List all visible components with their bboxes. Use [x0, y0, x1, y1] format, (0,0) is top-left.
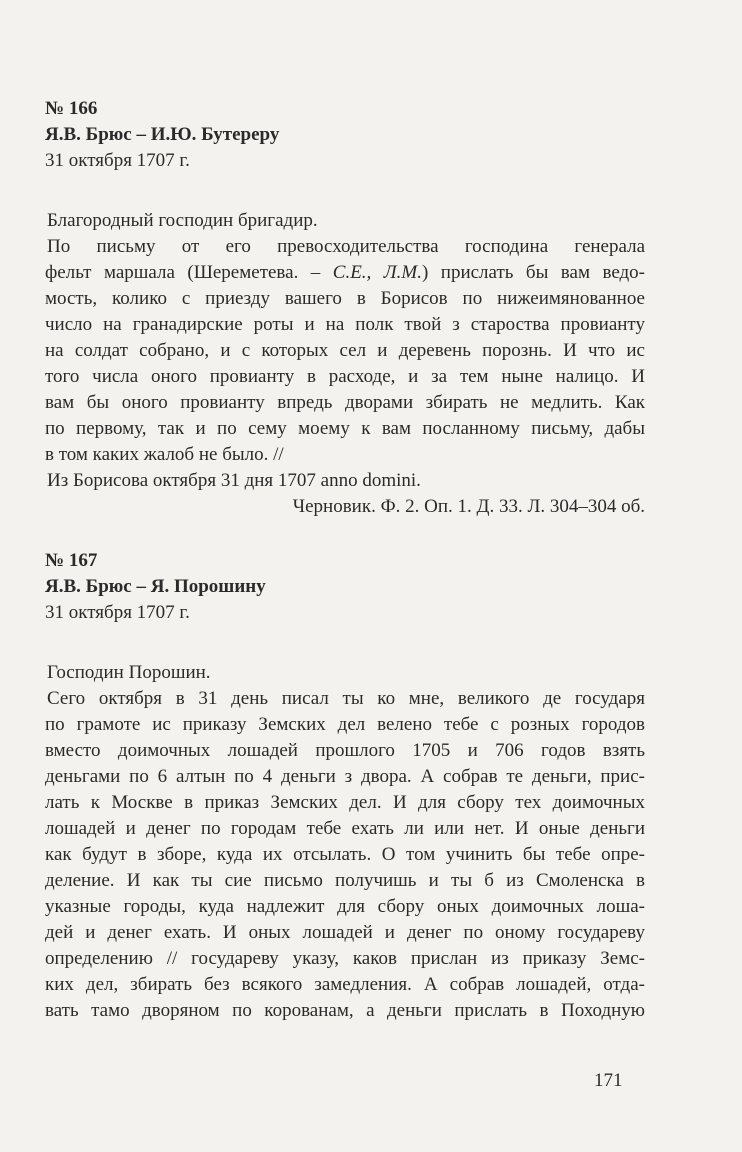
- document-date: 31 октября 1707 г.: [45, 150, 190, 171]
- text-line: деньгами по 6 алтын по 4 деньги з двора. А собрав те деньги, прис-: [45, 766, 645, 787]
- text-line: лошадей и денег по городам тебе ехать ли или нет. И оные деньги: [45, 818, 645, 839]
- document-title: Я.В. Брюс – Я. Порошину: [45, 576, 266, 597]
- editor-initials: С.Е., Л.М.: [332, 262, 422, 283]
- text-line: по первому, так и по сему моему к вам посланному письму, дабы: [45, 418, 645, 439]
- document-date: 31 октября 1707 г.: [45, 602, 190, 623]
- text-line: ких дел, збирать без всякого замедления. А собрав лошадей, отда-: [45, 974, 645, 995]
- document-number: № 167: [45, 550, 98, 571]
- closing-line: Из Борисова октября 31 дня 1707 anno domini.: [47, 470, 421, 491]
- section-gap: [45, 520, 645, 548]
- text-line: лать к Москве в приказ Земских дел. И для сбору тех доимочных: [45, 792, 645, 813]
- document-title: Я.В. Брюс – И.Ю. Бутереру: [45, 124, 280, 145]
- text-line: дей и денег ехать. И оных лошадей и денег по оному государеву: [45, 922, 645, 943]
- text-line: мость, колико с приезду вашего в Борисов по нижеимянованное: [45, 288, 645, 309]
- text-line: По письму от его превосходительства господина генерала: [47, 236, 645, 257]
- text-line: Сего октября в 31 день писал ты ко мне, великого де государя: [47, 688, 645, 709]
- document-page: [45, 96, 645, 1024]
- document-number: № 166: [45, 98, 98, 119]
- text-line: [45, 260, 645, 286]
- text-line: того числа оного провианту в расходе, и за тем ныне налицо. И: [45, 366, 645, 387]
- document-166: [45, 96, 645, 520]
- greeting: Господин Порошин.: [47, 662, 211, 683]
- text-line: вать тамо дворяном по корованам, а деньги прислать в Походную: [45, 1000, 645, 1021]
- greeting: Благородный господин бригадир.: [47, 210, 318, 231]
- page-number: 171: [594, 1070, 623, 1091]
- text-line: определению // государеву указу, каков прислан из приказу Земс-: [45, 948, 645, 969]
- text-line: в том каких жалоб не было. //: [45, 444, 284, 465]
- text-line: как будут в зборе, куда их отсылать. О том учинить бы тебе опре-: [45, 844, 645, 865]
- text-line: деление. И как ты сие письмо получишь и ты б из Смоленска в: [45, 870, 645, 891]
- text-line: по грамоте ис приказу Земских дел велено тебе с розных городов: [45, 714, 645, 735]
- document-167: [45, 548, 645, 1024]
- text-fragment: фельт маршала (Шереметева. –: [45, 262, 333, 283]
- text-line: вам бы оного провианту впредь дворами збирать не медлить. Как: [45, 392, 645, 413]
- text-line: число на гранадирские роты и на полк твой з староства провианту: [45, 314, 645, 335]
- text-line: указные городы, куда надлежит для сбору оных доимочных лоша-: [45, 896, 645, 917]
- text-line: вместо доимочных лошадей прошлого 1705 и 706 годов взять: [45, 740, 645, 761]
- archive-source: Черновик. Ф. 2. Оп. 1. Д. 33. Л. 304–304 об.: [292, 496, 645, 517]
- text-fragment: ) прислать бы вам ведо-: [421, 262, 645, 283]
- text-line: на солдат собрано, и с которых сел и деревень порознь. И что ис: [45, 340, 645, 361]
